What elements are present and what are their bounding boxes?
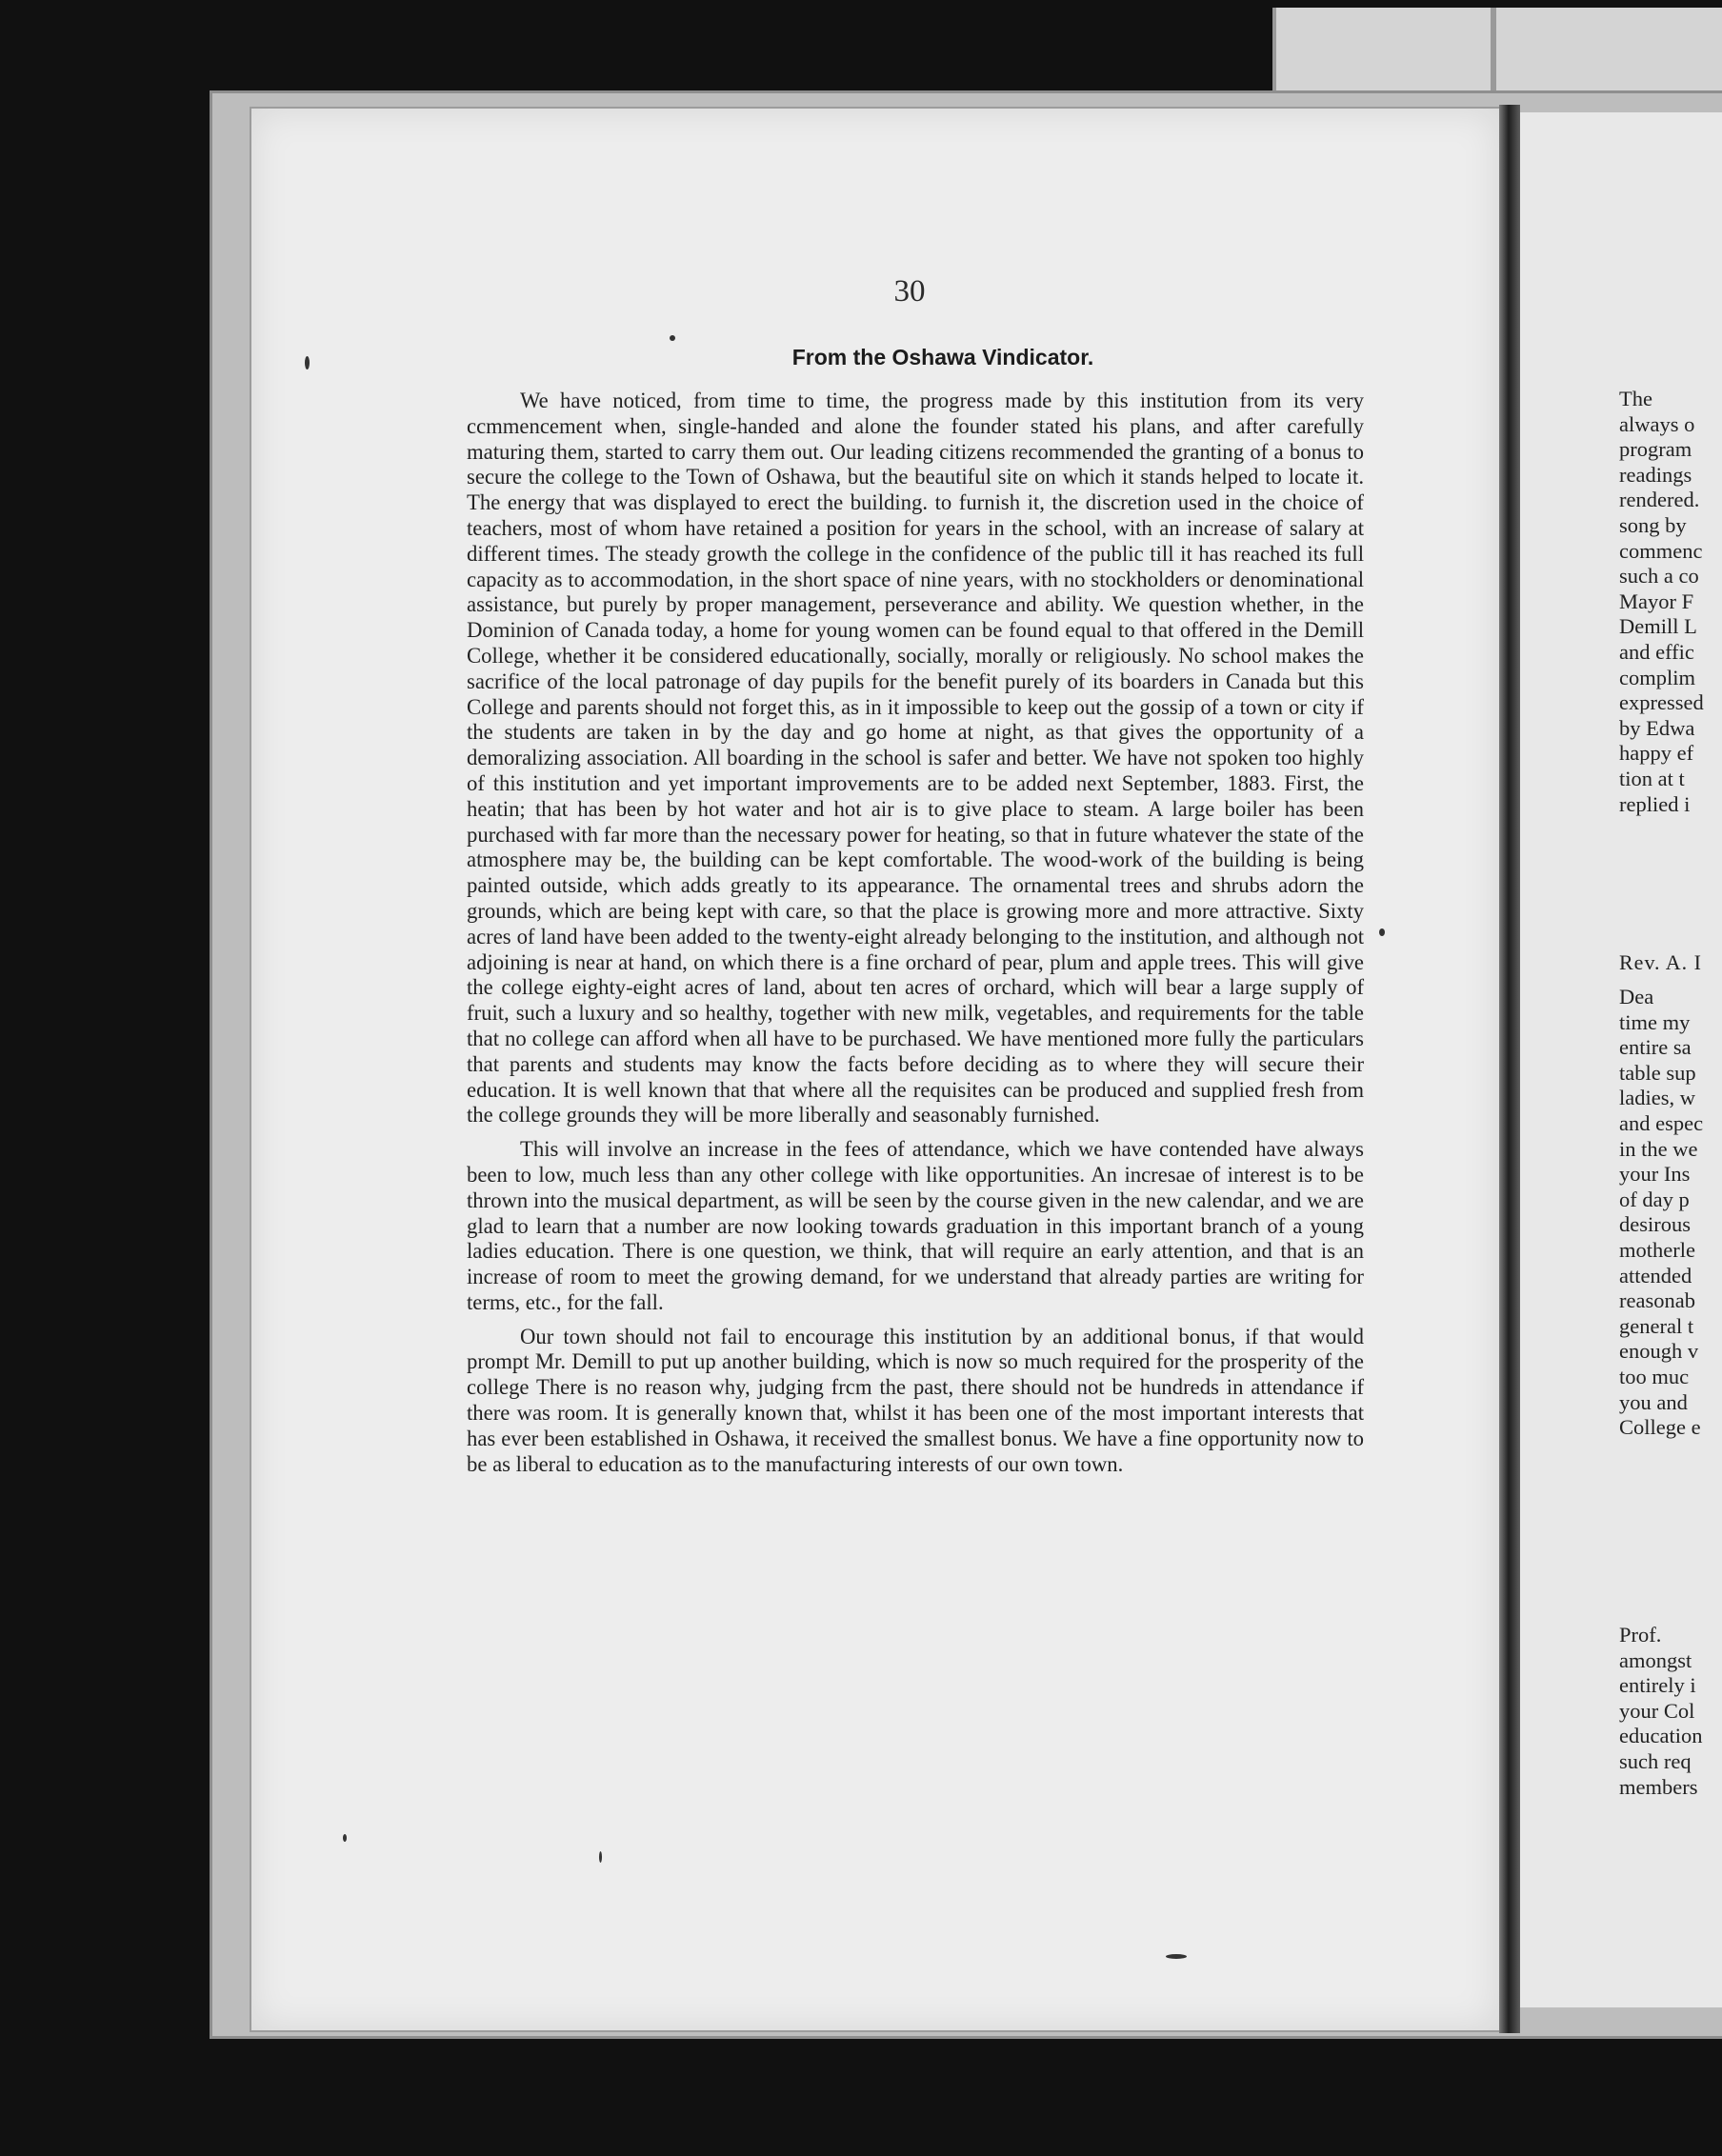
article-paragraph: This will involve an increase in the fees of attendance, which we have contended have always been to low, much less than any other college with like opportunities. An incresae of interest is to be thrown into the musical department, as will be seen by the course given in the new calendar, and we are glad to learn that a number are now looking towards graduation in this important branch of a young ladies education. There is one question, we think, that will require an early attention, and that is an increase of room to meet the growing demand, for we understand that already parties are writing for terms, etc., for the fall. [467, 1137, 1364, 1314]
scan-speck [343, 1834, 347, 1842]
facing-page-text-3: Prof. amongst entirely i your Col education such req members [1619, 1623, 1703, 1799]
book-gutter [1499, 105, 1520, 2033]
page-number: 30 [893, 274, 926, 309]
scan-speck [305, 356, 310, 369]
scan-speck [670, 335, 675, 341]
facing-page-text-1: The always o program readings rendered. song by commenc such a co Mayor F Demill L and effic complim expressed by Edwa happy ef tion at t replied i [1619, 387, 1704, 816]
article-paragraph: We have noticed, from time to time, the progress made by this institution from its very ccmmencement when, single-handed and alone the founder stated his plans, and after carefully maturing them, started to carry them out. Our leading citizens recommended the granting of a bonus to secure the college to the Town of Oshawa, but the beautiful site on which it stands helped to locate it. The energy that was displayed to erect the building. to furnish it, the discretion used in the choice of teachers, most of whom have retained a position for years in the school, with an increase of salary at different times. The steady growth the college in the confidence of the public till it has reached its full capacity as to accommodation, in the short space of nine years, with no stockholders or denominational assistance, but purely by proper management, perseverance and ability. We question whether, in the Dominion of Canada today, a home for young women can be found equal to that offered in the Demill College, whether it be considered educationally, socially, morally or religiously. No school makes the sacrifice of the local patronage of day pupils for the benefit purely of its boarders in Canada but this College and parents should not forget this, as in it impossible to keep out the gossip of a town or city if the students are taken in by the day and go home at night, as that gives the opportunity of a demoralizing association. All boarding in the school is safer and better. We have not spoken too highly of this institution and yet important improvements are to be added next September, 1883. First, the heatin; that has been by hot water and hot air is to give place to steam. A large boiler has been purchased with far more than the necessary power for heating, so that in future whatever the state of the atmosphere may be, the building can be kept comfortable. The wood-work of the building is being painted outside, which adds greatly to its appearance. The ornamental trees and shrubs adorn the grounds, which are being kept with care, so that the place is growing more and more attractive. Sixty acres of land have been added to the twenty-eight already belonging to the institution, and although not adjoining is near at hand, on which there is a fine orchard of pear, plum and apple trees. This will give the college eighty-eight acres of land, about ten acres of orchard, which will bear a large supply of fruit, such a luxury and so healthy, together with new milk, vegetables, and requirements for the table that no college can afford when all have to be purchased. We have mentioned more fully the particulars that parents and students may know the facts before deciding as to where they will secure their education. It is well known that that where all the requisites can be produced and supplied fresh from the college grounds they will be more liberally and seasonably furnished. [467, 389, 1364, 1128]
scan-speck [1379, 928, 1385, 936]
article-title: From the Oshawa Vindicator. [791, 345, 1094, 369]
article-body [467, 389, 1364, 1477]
scan-speck [1166, 1954, 1187, 1959]
article-paragraph: Our town should not fail to encourage this institution by an additional bonus, if that would prompt Mr. Demill to put up another building, which is now so much required for the prosperity of the college There is no reason why, judging frcm the past, there should not be hundreds in attendance if there was room. It is generally known that, whilst it has been one of the most important interests that has ever been established in Oshawa, it received the smallest bonus. We have a fine opportunity now to be as liberal to education as to the manufacturing interests of our own town. [467, 1324, 1364, 1476]
scan-speck [599, 1851, 602, 1863]
facing-page-heading: Rev. A. I [1619, 950, 1703, 974]
facing-page-text-2: Dea time my entire sa table sup ladies, w and espec in the we your Ins of day p desirous motherle attended reasonab general t enough v too muc you and College e [1619, 985, 1704, 1440]
